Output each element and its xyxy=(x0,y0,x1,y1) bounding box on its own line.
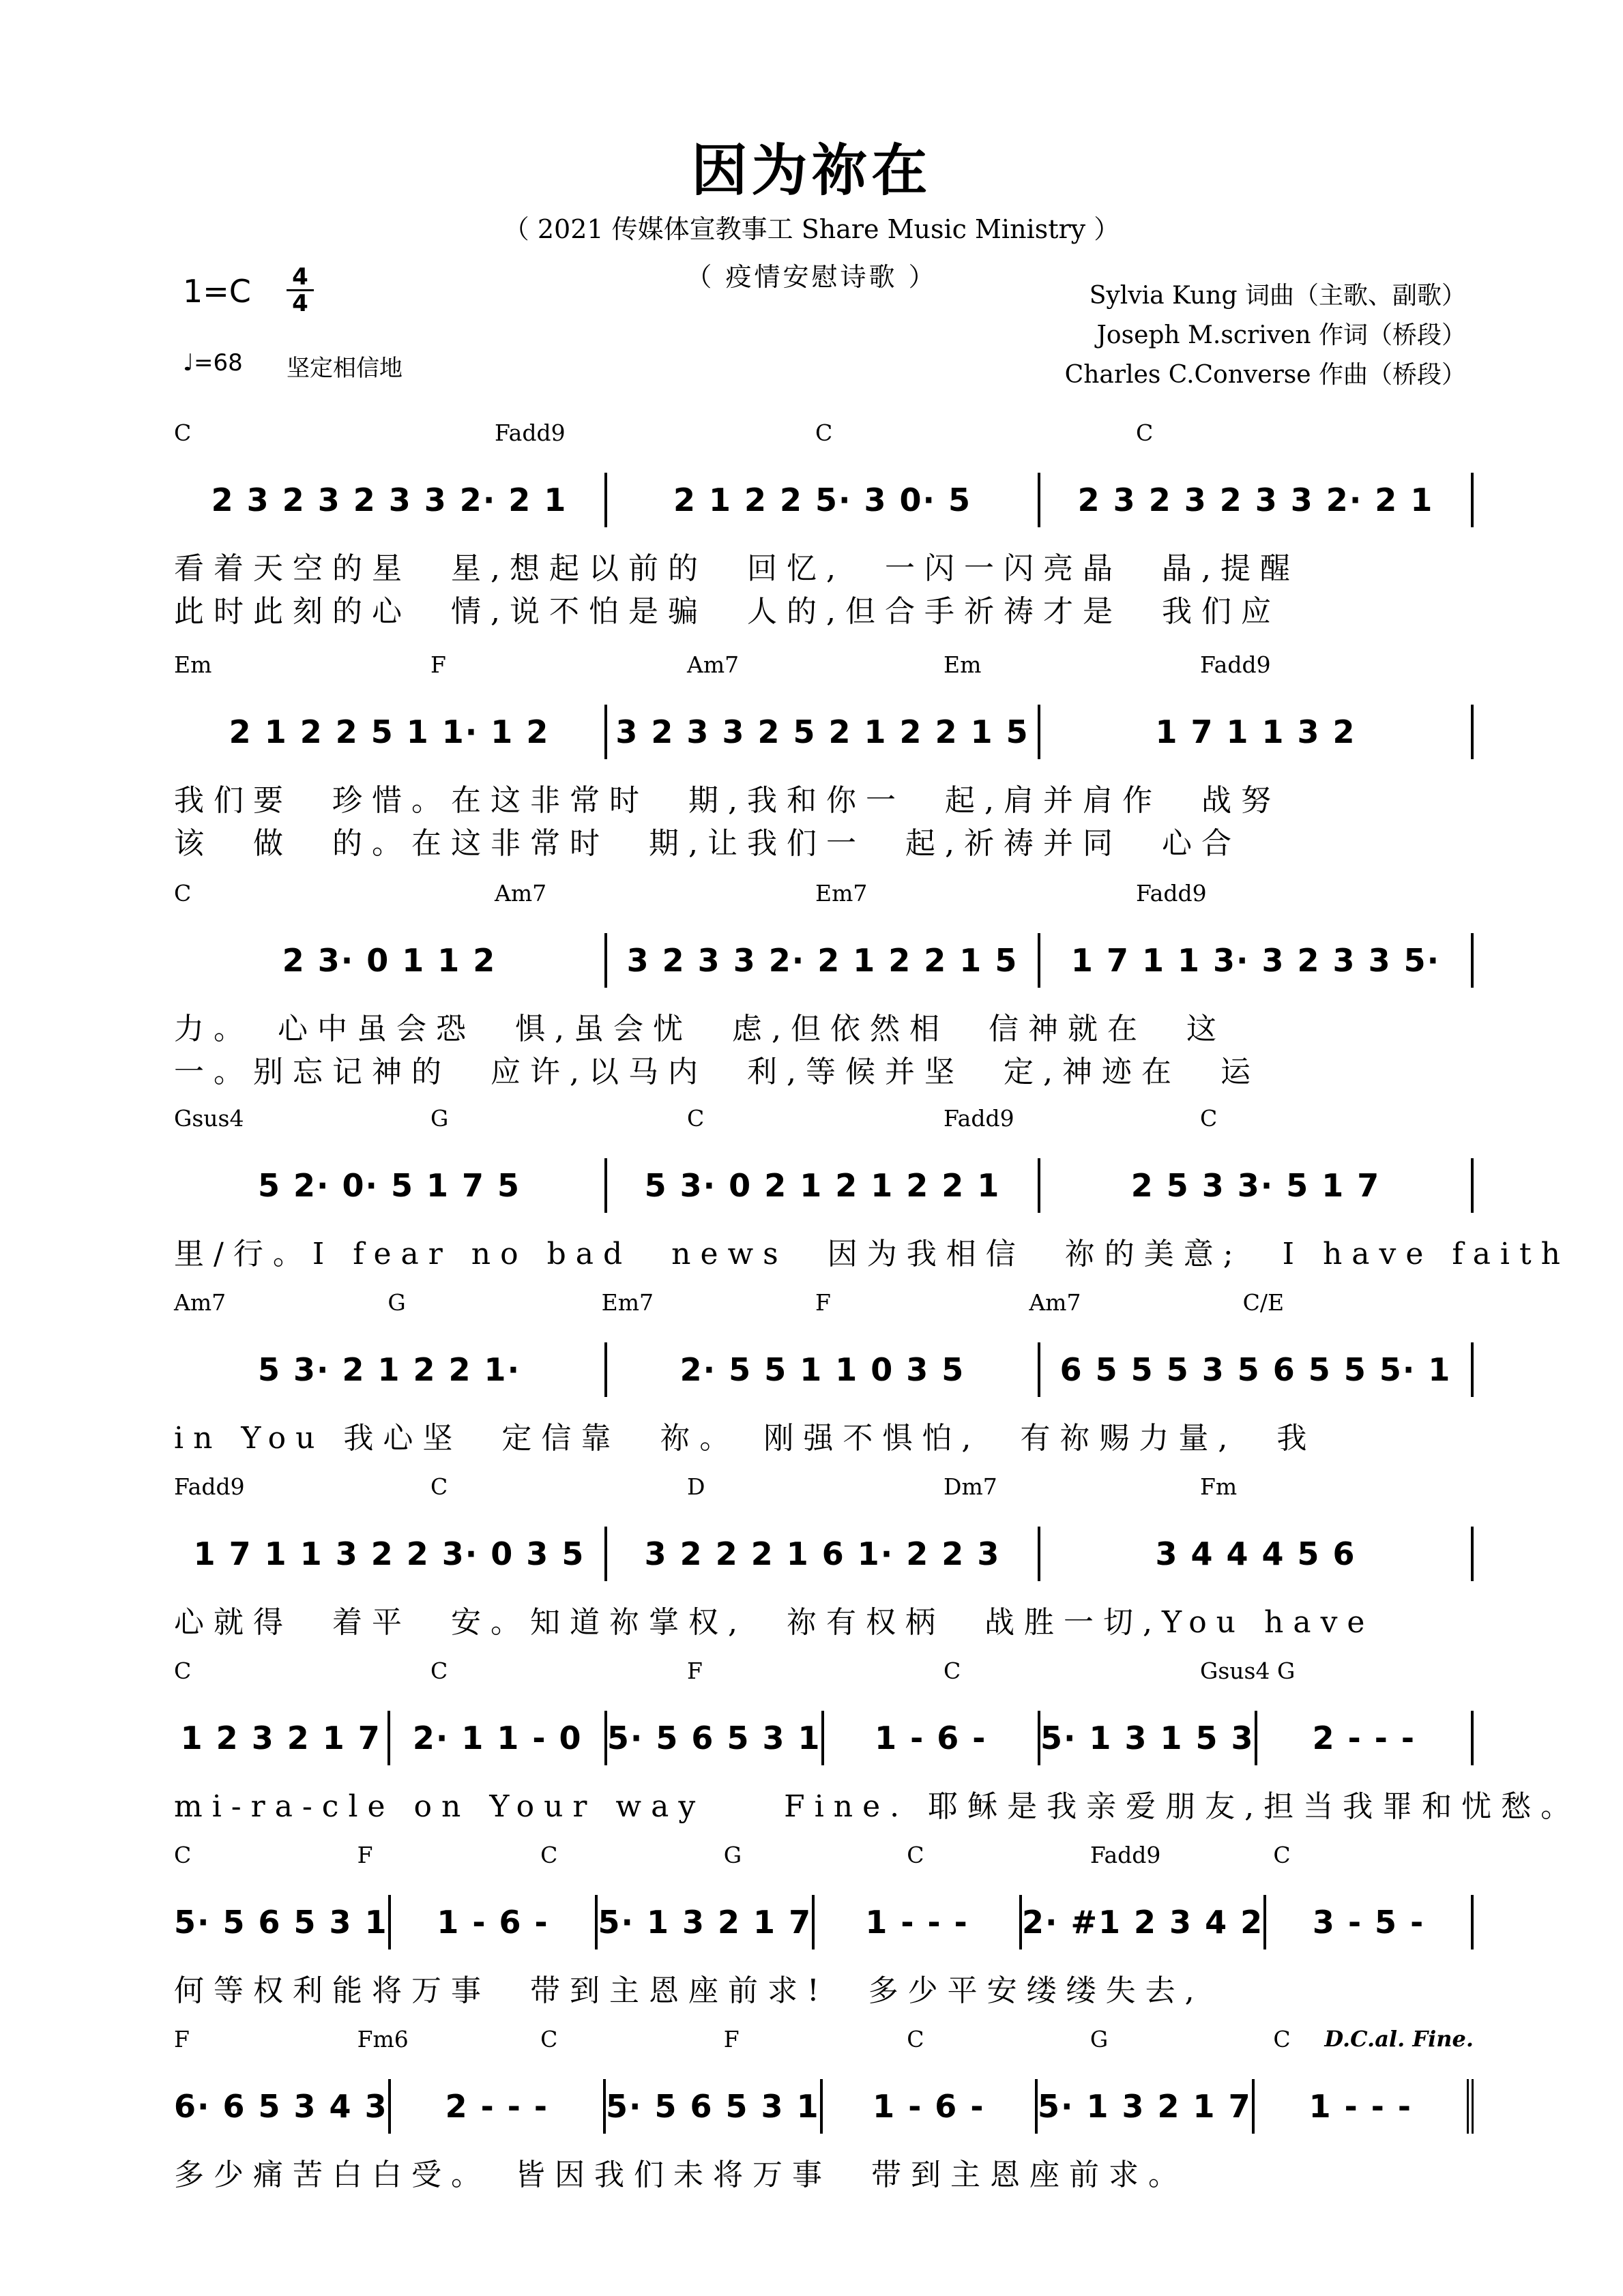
tempo: ♩=68 xyxy=(183,349,243,377)
chord-symbol: C/E xyxy=(1242,1289,1285,1316)
measure: 5· 5 6 5 3 1 xyxy=(606,2079,823,2134)
notation-row xyxy=(174,1342,1474,1397)
measure: 5· 1 3 1 5 3 xyxy=(1040,1711,1257,1765)
chord-symbol: C xyxy=(174,1658,192,1684)
chord-symbol: D xyxy=(687,1473,705,1500)
lyric-line-2: 此时此刻的心 情,说不怕是骗 人的,但合手祈祷才是 我们应 xyxy=(174,594,1281,629)
measure: 5· 5 6 5 3 1 xyxy=(174,1895,391,1949)
measure: 6· 6 5 3 4 3 xyxy=(174,2079,391,2134)
chord-symbol: F xyxy=(430,651,446,678)
measure: 1 7 1 1 3· 3 2 3 3 5· xyxy=(1040,933,1474,988)
notation-row xyxy=(174,1895,1474,1949)
measure: 1 7 1 1 3 2 xyxy=(1040,705,1474,759)
chord-symbol: C xyxy=(174,880,192,907)
chord-symbol: C xyxy=(540,1842,558,1868)
chord-symbol: C xyxy=(944,1658,961,1684)
chord-row xyxy=(174,1105,1474,1139)
chord-symbol: G xyxy=(723,1842,742,1868)
chord-symbol: C xyxy=(1136,420,1154,446)
measure: 1 2 3 2 1 7 xyxy=(174,1711,390,1765)
chord-symbol: Fadd9 xyxy=(495,420,566,446)
measure: 2· 1 1 - 0 xyxy=(390,1711,606,1765)
key-signature: 1=C xyxy=(183,273,251,310)
lyric-line-1: 我们要 珍惜。在这非常时 期,我和你一 起,肩并肩作 战努 xyxy=(174,783,1281,818)
chord-symbol: C xyxy=(907,2026,924,2052)
lyric-line-1: 力。 心中虽会恐 惧,虽会忧 虑,但依然相 信神就在 这 xyxy=(174,1012,1226,1046)
measure: 1 7 1 1 3 2 2 3· 0 3 5 xyxy=(174,1527,607,1581)
measure: 1 - - - xyxy=(1255,2079,1474,2134)
subtitle-2: （ 疫情安慰诗歌 ） xyxy=(686,262,937,292)
lyric-line-2: 该 做 的。在这非常时 期,让我们一 起,祈祷并同 心合 xyxy=(174,826,1241,861)
chord-symbol: Em7 xyxy=(815,880,868,907)
lyric-line-1: 多少痛苦白白受。 皆因我们未将万事 带到主恩座前求。 xyxy=(174,2158,1188,2192)
lyric-line-2: 一。别忘记神的 应许,以马内 利,等候并坚 定,神迹在 运 xyxy=(174,1055,1260,1089)
notation-row xyxy=(174,933,1474,988)
chord-symbol: F xyxy=(174,2026,190,2052)
lyric-line-1: 何等权利能将万事 带到主恩座前求! 多少平安缕缕失去, xyxy=(174,1973,1204,2008)
measure: 6 5 5 5 3 5 6 5 5 5· 1 xyxy=(1040,1342,1474,1397)
measure: 2 3· 0 1 1 2 xyxy=(174,933,607,988)
measure: 1 - 6 - xyxy=(823,2079,1038,2134)
chord-symbol: Em xyxy=(944,651,982,678)
credits xyxy=(1065,276,1466,395)
measure: 3 - 5 - xyxy=(1266,1895,1474,1949)
notation-row xyxy=(174,1711,1474,1765)
chord-symbol: C xyxy=(540,2026,558,2052)
measure: 5· 1 3 2 1 7 xyxy=(598,1895,815,1949)
tempo-marking: 坚定相信地 xyxy=(287,355,403,382)
chord-symbol: G xyxy=(1090,2026,1109,2052)
chord-symbol: Fadd9 xyxy=(1200,651,1271,678)
chord-symbol: Fadd9 xyxy=(1136,880,1207,907)
chord-symbol: Gsus4 G xyxy=(1200,1658,1296,1684)
subtitle: （ 2021 传媒体宣教事工 Share Music Ministry ） xyxy=(503,214,1120,244)
credit-line: Joseph M.scriven 作词（桥段） xyxy=(1096,321,1466,349)
measure: 3 4 4 4 5 6 xyxy=(1040,1527,1474,1581)
chord-symbol: C xyxy=(1273,1842,1291,1868)
chord-row xyxy=(174,880,1474,914)
chord-symbol: Fadd9 xyxy=(174,1473,245,1500)
notation-row xyxy=(174,705,1474,759)
song-title: 因为祢在 xyxy=(691,138,932,203)
measure: 1 - 6 - xyxy=(391,1895,598,1949)
chord-symbol: C xyxy=(1200,1105,1218,1132)
notation-row xyxy=(174,473,1474,527)
measure: 2 1 2 2 5· 3 0· 5 xyxy=(607,473,1040,527)
credit-line: Sylvia Kung 词曲（主歌、副歌） xyxy=(1089,282,1466,310)
chord-symbol: F xyxy=(815,1289,831,1316)
measure: 3 2 3 3 2· 2 1 2 2 1 5 xyxy=(607,933,1040,988)
measure: 1 - 6 - xyxy=(824,1711,1040,1765)
chord-symbol: Am7 xyxy=(495,880,547,907)
chord-symbol: C xyxy=(815,420,833,446)
measure: 2 3 2 3 2 3 3 2· 2 1 xyxy=(1040,473,1474,527)
chord-row xyxy=(174,651,1474,686)
chord-symbol: C xyxy=(687,1105,705,1132)
chord-symbol: Fadd9 xyxy=(1090,1842,1161,1868)
measure: 2 1 2 2 5 1 1· 1 2 xyxy=(174,705,607,759)
notation-row xyxy=(174,1527,1474,1581)
chord-row xyxy=(174,1473,1474,1507)
measure: 2 - - - xyxy=(391,2079,606,2134)
measure: 3 2 2 2 1 6 1· 2 2 3 xyxy=(607,1527,1040,1581)
chord-symbol: Am7 xyxy=(1029,1289,1081,1316)
measure: 5 2· 0· 5 1 7 5 xyxy=(174,1158,607,1213)
lyric-line-1: 里/行。I fear no bad news 因为我相信 祢的美意; I have faith xyxy=(174,1237,1570,1271)
measure: 2· 5 5 1 1 0 3 5 xyxy=(607,1342,1040,1397)
chord-row xyxy=(174,2026,1474,2060)
measure: 2 5 3 3· 5 1 7 xyxy=(1040,1158,1474,1213)
chord-row xyxy=(174,1842,1474,1876)
chord-symbol: C xyxy=(1273,2026,1291,2052)
chord-symbol: G xyxy=(388,1289,406,1316)
measure: 3 2 3 3 2 5 2 1 2 2 1 5 xyxy=(607,705,1040,759)
chord-symbol: C xyxy=(907,1842,924,1868)
notation-row xyxy=(174,2079,1474,2134)
measure: 2 3 2 3 2 3 3 2· 2 1 xyxy=(174,473,607,527)
chord-symbol: Em xyxy=(174,651,212,678)
chord-symbol: C xyxy=(174,420,192,446)
measure: 5 3· 0 2 1 2 1 2 2 1 xyxy=(607,1158,1040,1213)
chord-symbol: C xyxy=(430,1658,448,1684)
chord-symbol: Fadd9 xyxy=(944,1105,1014,1132)
measure: 2 - - - xyxy=(1257,1711,1474,1765)
chord-symbol: F xyxy=(357,1842,373,1868)
chord-symbol: F xyxy=(687,1658,703,1684)
measure: 1 - - - xyxy=(815,1895,1022,1949)
time-signature: 4 4 xyxy=(287,265,314,316)
chord-symbol: C xyxy=(430,1473,448,1500)
credit-line: Charles C.Converse 作曲（桥段） xyxy=(1064,361,1466,389)
chord-symbol: Fm xyxy=(1200,1473,1238,1500)
notation-row xyxy=(174,1158,1474,1213)
chord-row xyxy=(174,1289,1474,1323)
lyric-line-1: mi-ra-cle on Your way Fine. 耶稣是我亲爱朋友,担当我罪和忧愁。 xyxy=(174,1789,1581,1824)
measure: 5· 1 3 2 1 7 xyxy=(1038,2079,1255,2134)
measure: 2· #1 2 3 4 2 xyxy=(1022,1895,1266,1949)
chord-symbol: Dm7 xyxy=(944,1473,997,1500)
chord-symbol: G xyxy=(430,1105,449,1132)
measure: 5· 5 6 5 3 1 xyxy=(607,1711,824,1765)
dc-al-fine-marking: D.C.al. Fine. xyxy=(1324,2026,1474,2052)
chord-symbol: F xyxy=(723,2026,740,2052)
chord-symbol: Em7 xyxy=(601,1289,654,1316)
chord-symbol: Fm6 xyxy=(357,2026,409,2052)
measure: 5 3· 2 1 2 2 1· xyxy=(174,1342,607,1397)
chord-symbol: Gsus4 xyxy=(174,1105,244,1132)
chord-row xyxy=(174,1658,1474,1692)
chord-symbol: Am7 xyxy=(687,651,740,678)
lyric-line-1: 看着天空的星 星,想起以前的 回忆, 一闪一闪亮晶 晶,提醒 xyxy=(174,551,1300,586)
lyric-line-1: in You 我心坚 定信靠 祢。 刚强不惧怕, 有祢赐力量, 我 xyxy=(174,1421,1317,1456)
chord-symbol: C xyxy=(174,1842,192,1868)
chord-symbol: Am7 xyxy=(174,1289,226,1316)
lyric-line-1: 心就得 着平 安。知道祢掌权, 祢有权柄 战胜一切,You have xyxy=(174,1605,1375,1640)
chord-row xyxy=(174,420,1474,454)
